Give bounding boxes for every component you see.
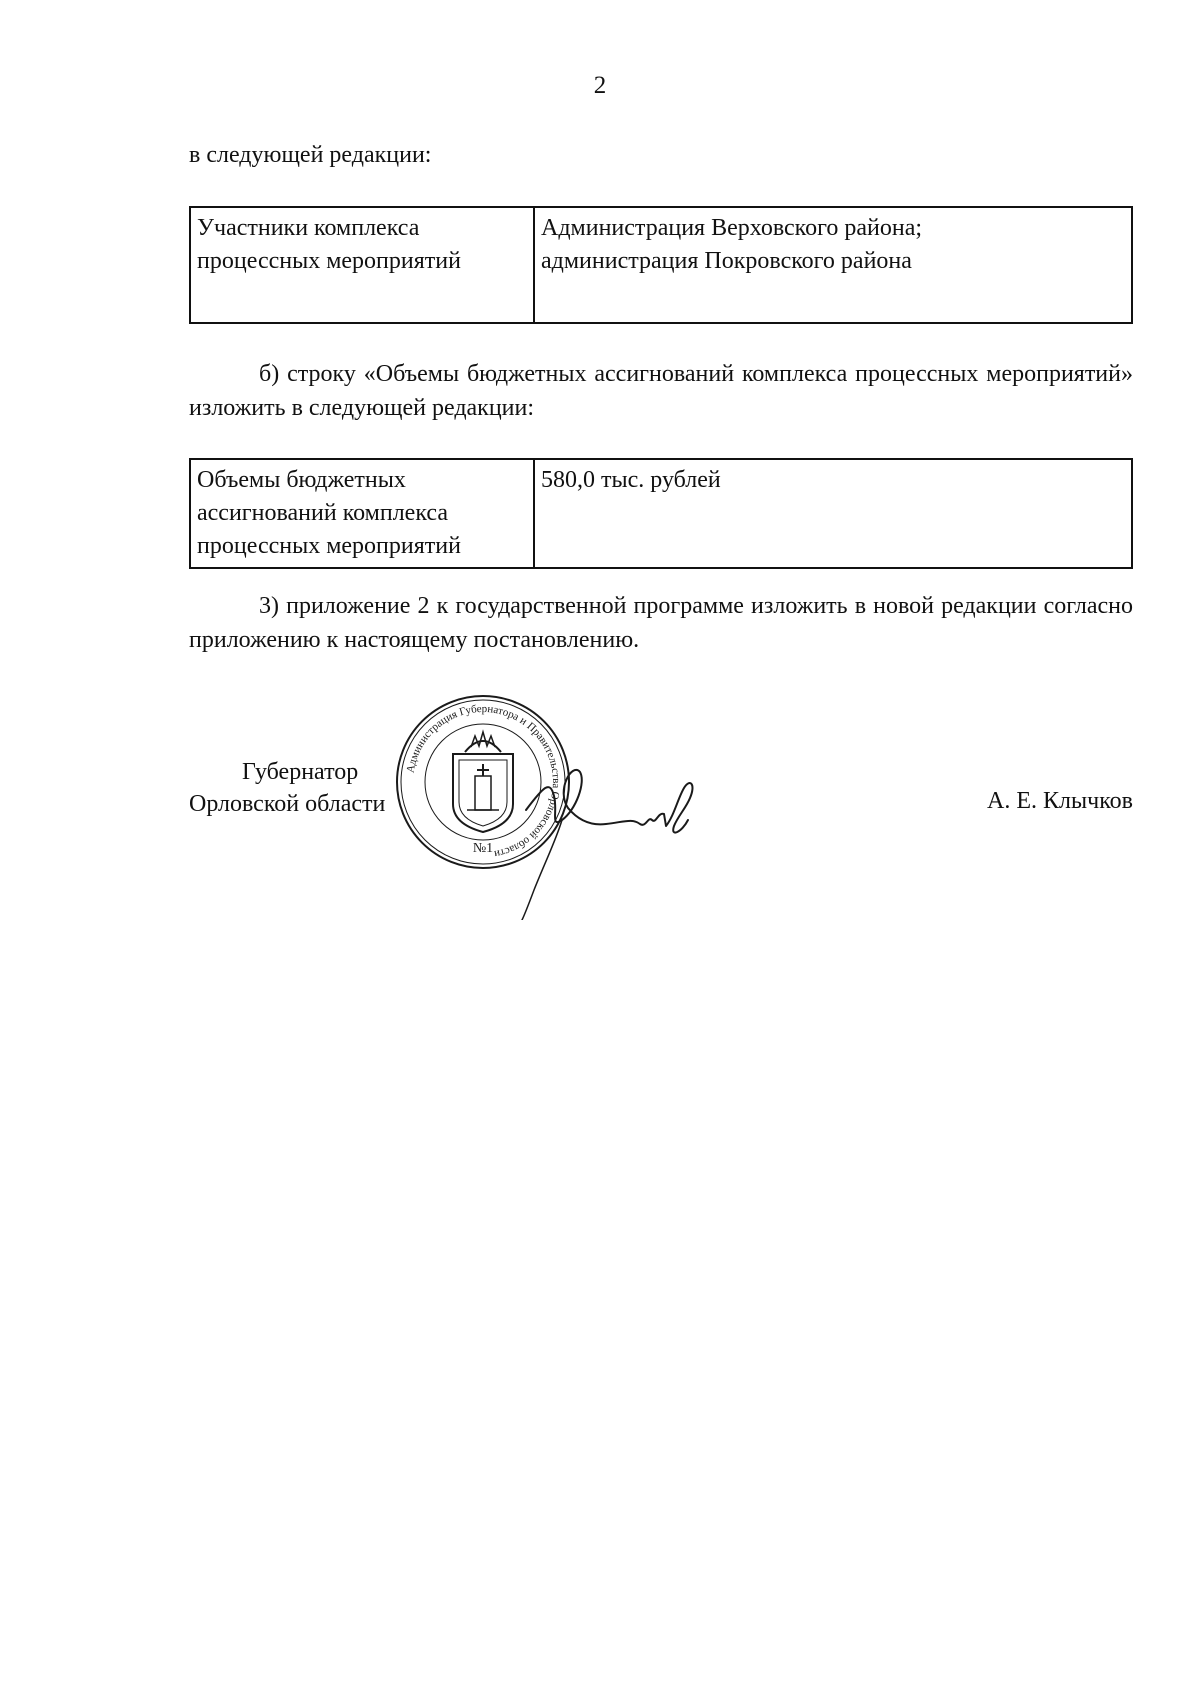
budget-label-cell: Объемы бюджетных ассигнований комплекса процессных мероприятий — [190, 459, 534, 568]
paragraph-3-text: 3) приложение 2 к государственной программе изложить в новой редакции согласно приложению к настоящему постановлению. — [189, 593, 1133, 653]
seal-ring-text: Администрация Губернатора и Правительства Орловской области — [404, 702, 563, 861]
signer-title-line-2: Орловской области — [189, 791, 386, 817]
paragraph-b-text: б) строку «Объемы бюджетных ассигнований комплекса процессных мероприятий» изложить в следующей редакции: — [189, 361, 1133, 421]
participants-label-cell: Участники комплекса процессных мероприятий — [190, 207, 534, 323]
participants-value-line-2: администрация Покровского района — [541, 248, 912, 274]
page-number: 2 — [593, 72, 607, 99]
participants-value-line-1: Администрация Верховского района; — [541, 215, 923, 241]
signer-name: А. Е. Клычков — [987, 788, 1133, 814]
budget-value-cell: 580,0 тыс. рублей — [534, 459, 1132, 568]
seal-number: №1 — [472, 841, 494, 856]
signer-title-line-1: Губернатор — [242, 759, 359, 785]
handwritten-signature-icon — [520, 720, 720, 920]
intro-line: в следующей редакции: — [189, 142, 432, 168]
